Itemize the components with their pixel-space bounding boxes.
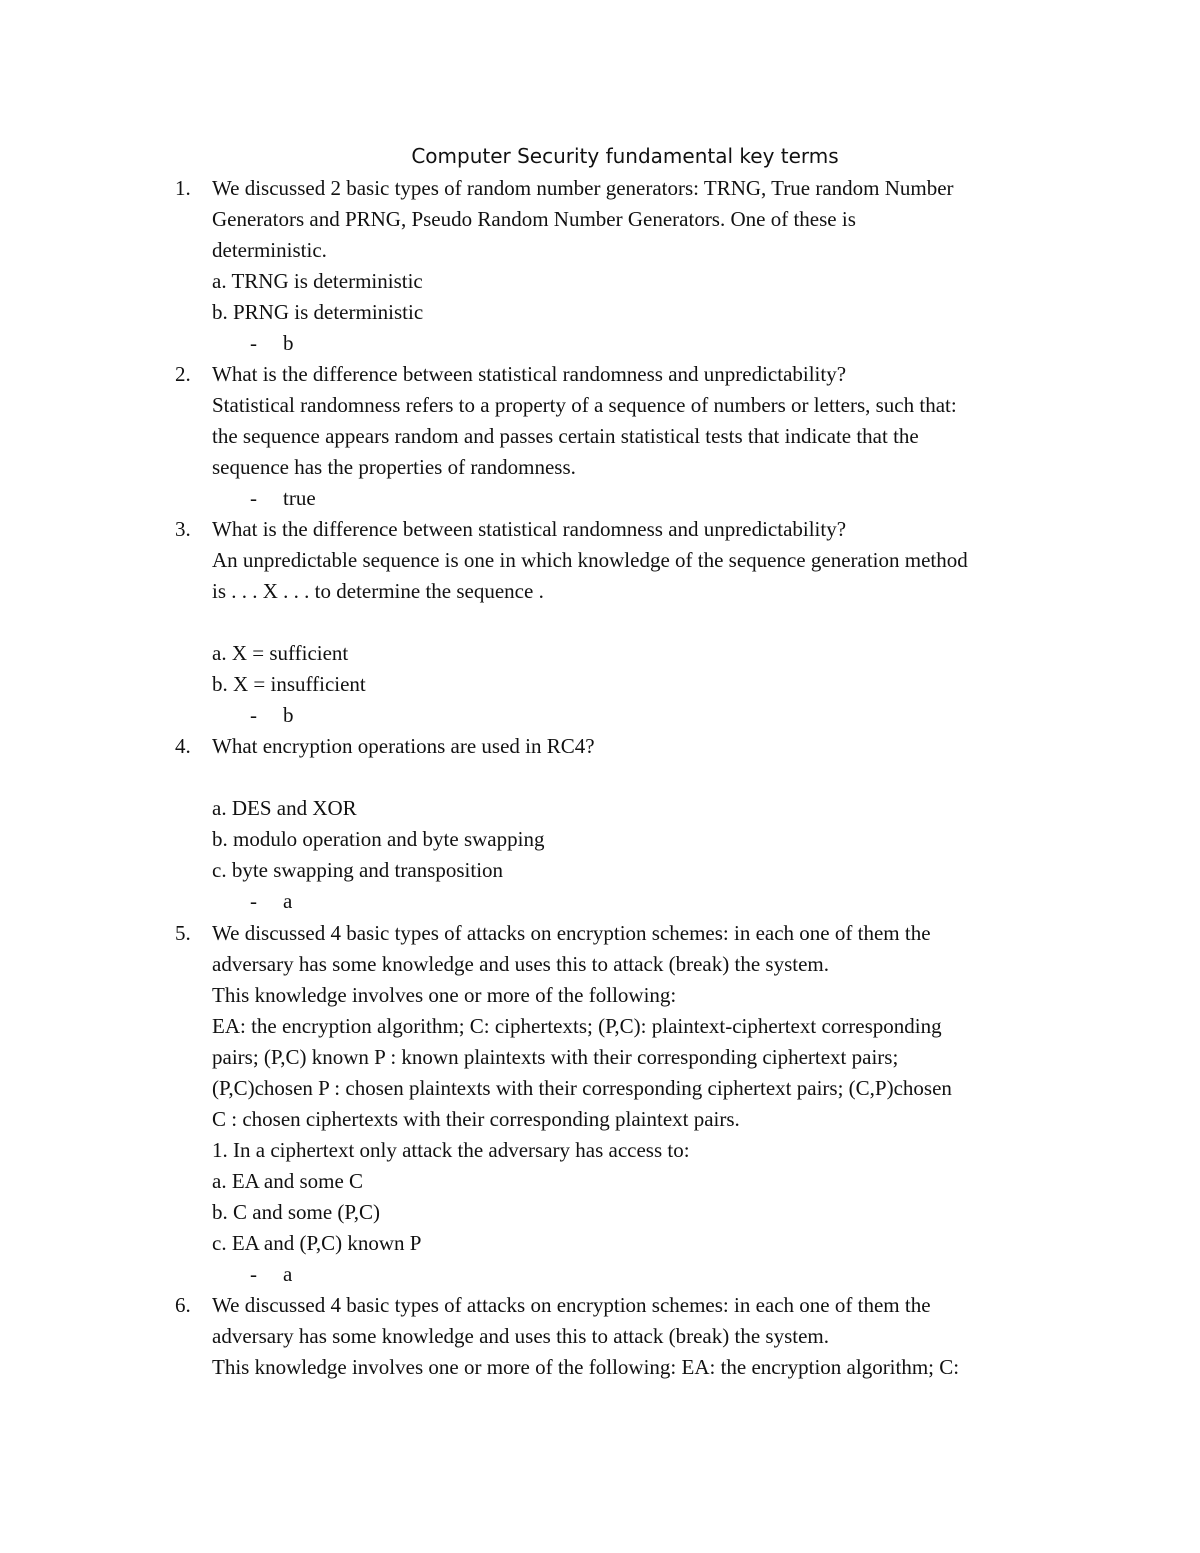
question-text-line: What is the difference between statistical randomness and unpredictability? xyxy=(212,362,847,386)
question-text-line: Generators and PRNG, Pseudo Random Number Generators. One of these is xyxy=(212,207,856,231)
option-c: c. byte swapping and transposition xyxy=(212,858,504,882)
question-text-line: adversary has some knowledge and uses this to attack (break) the system. xyxy=(212,1324,829,1348)
question-text-line: What is the difference between statistical randomness and unpredictability? xyxy=(212,517,847,541)
question-text-line: Statistical randomness refers to a property of a sequence of numbers or letters, such that: xyxy=(212,393,957,417)
question-text-line: deterministic. xyxy=(212,238,327,262)
question-text-line: We discussed 4 basic types of attacks on encryption schemes: in each one of them the xyxy=(212,921,931,945)
page-title: Computer Security fundamental key terms xyxy=(411,144,839,168)
option-a: a. DES and XOR xyxy=(212,796,357,820)
question-text-line: C : chosen ciphertexts with their corresponding plaintext pairs. xyxy=(212,1107,740,1131)
option-b: b. X = insufficient xyxy=(212,672,366,696)
sub-question-text: 1. In a ciphertext only attack the adversary has access to: xyxy=(212,1138,690,1162)
question-text-line: We discussed 2 basic types of random number generators: TRNG, True random Number xyxy=(212,176,954,200)
option-c: c. EA and (P,C) known P xyxy=(212,1231,422,1255)
question-number: 1. xyxy=(175,176,191,200)
question-text-line: We discussed 4 basic types of attacks on encryption schemes: in each one of them the xyxy=(212,1293,931,1317)
question-text-line: sequence has the properties of randomness. xyxy=(212,455,576,479)
option-b: b. PRNG is deterministic xyxy=(212,300,424,324)
question-number: 4. xyxy=(175,734,191,758)
option-a: a. TRNG is deterministic xyxy=(212,269,423,293)
answer-text: true xyxy=(283,486,316,510)
question-text-line: This knowledge involves one or more of the following: EA: the encryption algorithm; C: xyxy=(212,1355,960,1379)
question-text-line: the sequence appears random and passes certain statistical tests that indicate that the xyxy=(212,424,919,448)
question-number: 2. xyxy=(175,362,191,386)
question-text-line: EA: the encryption algorithm; C: ciphertexts; (P,C): plaintext-ciphertext corresponding xyxy=(212,1014,942,1038)
answer-dash: - xyxy=(250,486,257,510)
answer-dash: - xyxy=(250,703,257,727)
answer-text: b xyxy=(283,331,294,355)
question-text-line: This knowledge involves one or more of the following: xyxy=(212,983,677,1007)
answer-dash: - xyxy=(250,889,257,913)
answer-text: a xyxy=(283,1262,293,1286)
answer-text: b xyxy=(283,703,294,727)
answer-dash: - xyxy=(250,1262,257,1286)
option-b: b. C and some (P,C) xyxy=(212,1200,380,1224)
answer-dash: - xyxy=(250,331,257,355)
option-a: a. EA and some C xyxy=(212,1169,364,1193)
question-number: 3. xyxy=(175,517,191,541)
question-text-line: pairs; (P,C) known P : known plaintexts with their corresponding ciphertext pairs; xyxy=(212,1045,899,1069)
option-b: b. modulo operation and byte swapping xyxy=(212,827,545,851)
question-text-line: What encryption operations are used in RC4? xyxy=(212,734,595,758)
question-text-line: An unpredictable sequence is one in which knowledge of the sequence generation method xyxy=(212,548,968,572)
answer-text: a xyxy=(283,889,293,913)
question-text-line: is . . . X . . . to determine the sequence . xyxy=(212,579,544,603)
question-number: 6. xyxy=(175,1293,191,1317)
option-a: a. X = sufficient xyxy=(212,641,349,665)
question-text-line: adversary has some knowledge and uses this to attack (break) the system. xyxy=(212,952,829,976)
question-text-line: (P,C)chosen P : chosen plaintexts with their corresponding ciphertext pairs; (C,P)chosen xyxy=(212,1076,952,1100)
question-number: 5. xyxy=(175,921,191,945)
